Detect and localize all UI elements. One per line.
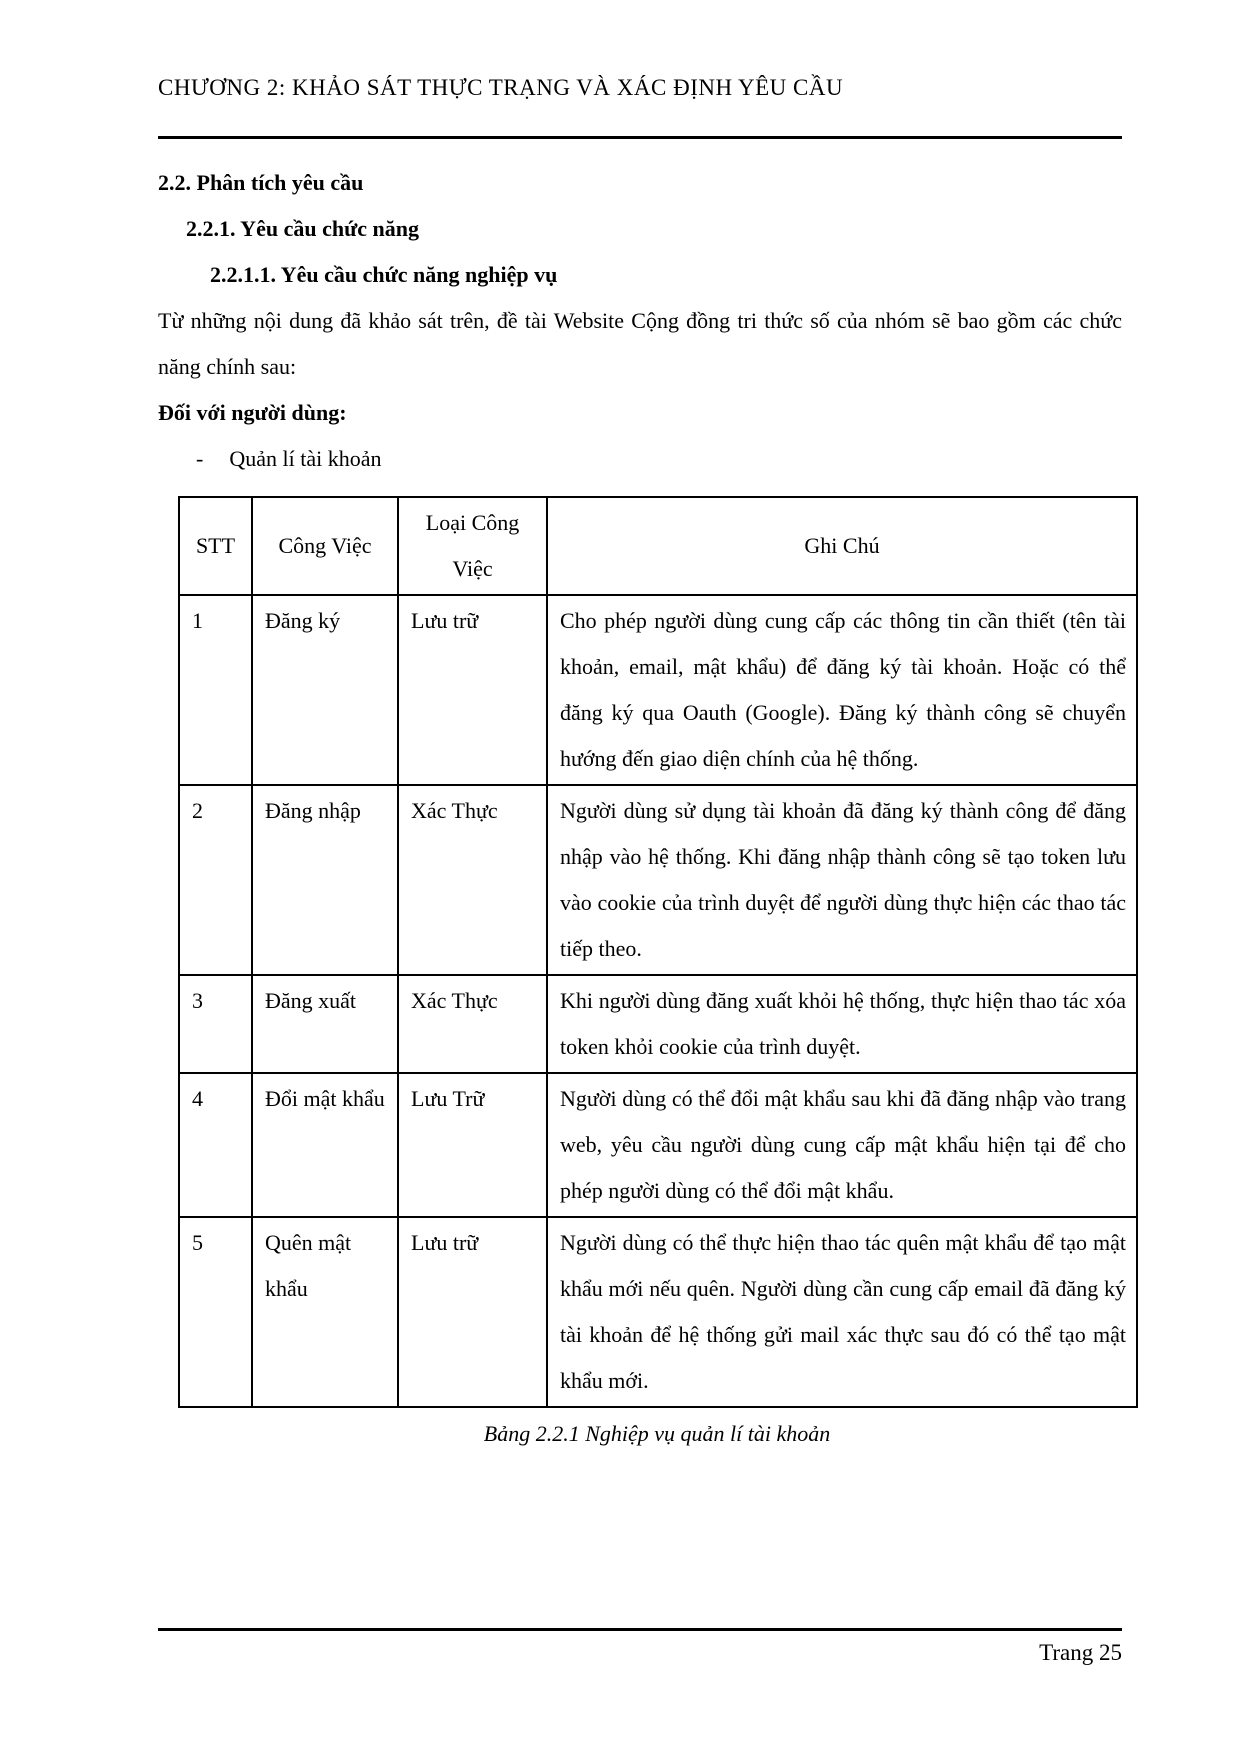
cell-loai-cong-viec: Lưu Trữ (398, 1073, 547, 1217)
cell-ghi-chu: Người dùng sử dụng tài khoản đã đăng ký thành công để đăng nhập vào hệ thống. Khi đăng nhập thành công sẽ tạo token lưu vào cookie của trình duyệt để người dùng thực hiện các thao tác tiếp theo. (547, 785, 1137, 975)
page-number: Trang 25 (1039, 1640, 1122, 1665)
cell-ghi-chu: Người dùng có thể thực hiện thao tác quên mật khẩu để tạo mật khẩu mới nếu quên. Người dùng cần cung cấp email đã đăng ký tài khoản để hệ thống gửi mail xác thực sau đó có thể tạo mật khẩu mới. (547, 1217, 1137, 1407)
table-row (179, 975, 1137, 1073)
requirements-table-body (179, 595, 1137, 1407)
table-row (179, 595, 1137, 785)
column-header-ghi-chu: Ghi Chú (547, 497, 1137, 595)
header-rule (158, 136, 1122, 139)
cell-stt: 3 (179, 975, 252, 1073)
cell-cong-viec: Đổi mật khẩu (252, 1073, 398, 1217)
column-header-cong-viec: Công Việc (252, 497, 398, 595)
table-row (179, 1217, 1137, 1407)
cell-cong-viec: Đăng ký (252, 595, 398, 785)
table-caption: Bảng 2.2.1 Nghiệp vụ quản lí tài khoản (483, 1421, 831, 1446)
cell-loai-cong-viec: Xác Thực (398, 785, 547, 975)
page-content (158, 0, 1126, 1454)
cell-cong-viec: Đăng nhập (252, 785, 398, 975)
bullet-text: Quản lí tài khoản (229, 446, 382, 471)
requirements-table (178, 496, 1138, 1408)
cell-loai-cong-viec: Xác Thực (398, 975, 547, 1073)
cell-stt: 5 (179, 1217, 252, 1407)
table-row (179, 785, 1137, 975)
heading-phan-tich-yeu-cau: 2.2. Phân tích yêu cầu (158, 170, 364, 195)
cell-loai-cong-viec: Lưu trữ (398, 1217, 547, 1407)
heading-yeu-cau-chuc-nang: 2.2.1. Yêu cầu chức năng (186, 216, 420, 241)
intro-paragraph: Từ những nội dung đã khảo sát trên, đề tài Website Cộng đồng tri thức số của nhóm sẽ bao gồm các chức năng chính sau: (158, 308, 1122, 379)
footer-rule (158, 1628, 1122, 1631)
heading-yeu-cau-chuc-nang-nghiep-vu: 2.2.1.1. Yêu cầu chức năng nghiệp vụ (210, 262, 558, 287)
user-section-label: Đối với người dùng: (158, 400, 347, 425)
requirements-table-wrap (178, 496, 1136, 1454)
chapter-header: CHƯƠNG 2: KHẢO SÁT THỰC TRẠNG VÀ XÁC ĐỊNH YÊU CẦU (158, 75, 844, 100)
column-header-loai-cong-viec: Loại Công Việc (398, 497, 547, 595)
cell-stt: 1 (179, 595, 252, 785)
cell-ghi-chu: Khi người dùng đăng xuất khỏi hệ thống, thực hiện thao tác xóa token khỏi cookie của trình duyệt. (547, 975, 1137, 1073)
bullet-item-account-management (158, 436, 1122, 482)
bullet-dash: - (196, 446, 204, 471)
cell-ghi-chu: Người dùng có thể đổi mật khẩu sau khi đã đăng nhập vào trang web, yêu cầu người dùng cung cấp mật khẩu hiện tại để cho phép người dùng có thể đổi mật khẩu. (547, 1073, 1137, 1217)
cell-loai-cong-viec: Lưu trữ (398, 595, 547, 785)
cell-stt: 2 (179, 785, 252, 975)
column-header-stt: STT (179, 497, 252, 595)
table-header-row (179, 497, 1137, 595)
table-row (179, 1073, 1137, 1217)
cell-ghi-chu: Cho phép người dùng cung cấp các thông tin cần thiết (tên tài khoản, email, mật khẩu) để đăng ký tài khoản. Hoặc có thể đăng ký qua Oauth (Google). Đăng ký thành công sẽ chuyển hướng đến giao diện chính của hệ thống. (547, 595, 1137, 785)
cell-cong-viec: Đăng xuất (252, 975, 398, 1073)
cell-cong-viec: Quên mật khẩu (252, 1217, 398, 1407)
cell-stt: 4 (179, 1073, 252, 1217)
